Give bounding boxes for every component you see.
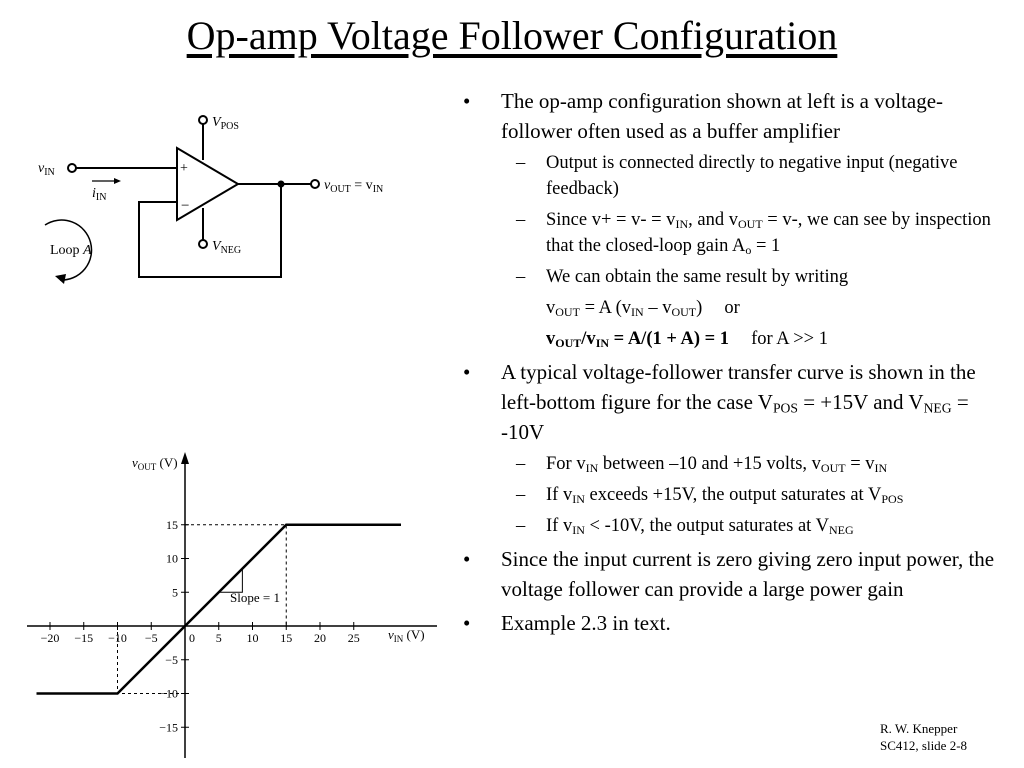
chart-x-tick-label: 15 [280, 631, 293, 645]
chart-x-axis-label: $v_{IN}$ (V) [388, 627, 425, 644]
feedback-wire [139, 184, 281, 277]
transfer-curve-chart [0, 440, 460, 760]
bullet-voltage-follower: • The op-amp configuration shown at left is a voltage-follower often used as a buffer amplifier [463, 86, 1008, 146]
loop-a-label: Loop A [50, 243, 92, 258]
minus-input-label: − [181, 198, 190, 214]
sub-bullet-closed-loop-gain: – Since $v+ = v- = v_{IN}$, and $v_{OUT} = v-$, we can see by inspection that the closed-loop gain $A_o = 1$ [463, 207, 1008, 259]
chart-y-tick-label: 15 [166, 517, 178, 532]
vin-label: $v_{IN}$ [38, 161, 55, 178]
vpos-label: $V_{POS}$ [212, 115, 239, 132]
bullet-transfer-curve: • A typical voltage-follower transfer curve is shown in the left-bottom figure for the case $V_{POS} = +15V$ and $V_{NEG} = -10V$ [463, 357, 1008, 447]
chart-x-tick-label: 20 [314, 631, 326, 645]
chart-y-tick-label: −15 [159, 720, 178, 735]
bullet-power-gain: • Since the input current is zero giving zero input power, the voltage follower can provide a large power gain [463, 544, 1008, 604]
current-arrowhead [114, 178, 121, 184]
vpos-terminal [199, 116, 207, 124]
chart-y-axis-label: $v_{OUT}$ (V) [132, 455, 178, 472]
chart-y-tick-label: 10 [166, 551, 178, 566]
slide-footer [880, 720, 967, 754]
chart-y-tick-label: −10 [159, 686, 178, 701]
footer-slide-ref: SC412, slide 2-8 [880, 738, 968, 753]
chart-x-tick-label: 5 [215, 631, 222, 645]
plus-input-label: + [180, 161, 188, 176]
chart-x-tick-label: −10 [108, 631, 127, 645]
chart-x-tick-label: −15 [74, 631, 94, 645]
vneg-terminal [199, 240, 207, 248]
slide-title: Op-amp Voltage Follower Configuration [186, 13, 838, 58]
chart-slope-annotation: Slope = 1 [230, 590, 280, 605]
chart-x-tick-label: 10 [246, 631, 259, 645]
loop-arrowhead [55, 274, 66, 284]
sub-bullet-linear-range: – For $v_{IN}$ between –10 and +15 volts, $v_{OUT} = v_{IN}$ [463, 451, 1008, 477]
output-node-dot [278, 181, 285, 188]
chart-y-axis-arrowhead [181, 452, 189, 464]
chart-x-tick-label: −20 [40, 631, 60, 645]
chart-x-tick-label: 25 [347, 631, 360, 645]
vout-terminal [311, 180, 319, 188]
iin-label: $i_{IN}$ [92, 186, 107, 203]
footer-author: R. W. Knepper [880, 721, 958, 736]
chart-transfer-curve [37, 525, 402, 694]
sub-bullet-positive-saturation: – If $v_{IN}$ exceeds +15V, the output saturates at $V_{POS}$ [463, 482, 1008, 508]
opamp-circuit-diagram [0, 0, 440, 300]
chart-y-tick-label: −5 [165, 652, 178, 667]
bullet-example: • Example 2.3 in text. [463, 608, 1008, 638]
sub-bullet-output-connected: – Output is connected directly to negative input (negative feedback) [463, 150, 1008, 202]
bullet-list [463, 86, 1008, 642]
sub-bullet-negative-saturation: – If $v_{IN} < -10V$, the output saturates at $V_{NEG}$ [463, 513, 1008, 539]
sub-bullet-same-result: – We can obtain the same result by writing [463, 264, 1008, 290]
chart-x-tick-label: −5 [144, 631, 158, 645]
chart-y-tick-label: 5 [172, 585, 178, 600]
vout-label: $v_{OUT} = v_{IN}$ [324, 178, 384, 195]
chart-x-tick-label: 0 [189, 631, 195, 645]
equation-vout: $v_{OUT} = A$ $(v_{IN} - v_{OUT})$ or [546, 298, 740, 319]
vin-terminal [68, 164, 76, 172]
equation-gain: $v_{OUT}/v_{IN} = A/(1 + A) = 1$ for A >> 1 [546, 329, 828, 350]
vneg-label: $V_{NEG}$ [212, 239, 242, 256]
